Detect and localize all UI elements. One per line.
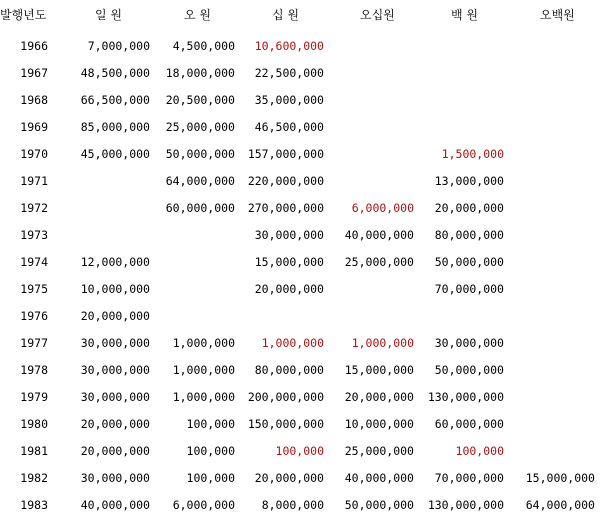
amount-cell: 1,000,000 xyxy=(172,336,235,350)
amount-cell: 20,000,000 xyxy=(80,444,150,458)
amount-cell xyxy=(504,38,595,54)
year-cell: 1968 xyxy=(20,93,48,107)
table-row xyxy=(0,308,600,324)
amount-cell xyxy=(324,38,414,54)
amount-cell xyxy=(150,308,235,324)
amount-cell xyxy=(504,362,595,378)
amount-cell: 80,000,000 xyxy=(434,228,504,242)
amount-cell: 1,000,000 xyxy=(172,363,235,377)
amount-cell: 20,000,000 xyxy=(254,282,324,296)
amount-cell xyxy=(324,281,414,297)
amount-cell xyxy=(150,254,235,270)
amount-cell xyxy=(504,281,595,297)
amount-cell xyxy=(50,200,150,216)
amount-cell: 1,500,000 xyxy=(441,147,504,161)
amount-cell: 45,000,000 xyxy=(80,147,150,161)
table-row xyxy=(0,416,600,432)
amount-cell: 22,500,000 xyxy=(254,66,324,80)
amount-cell: 20,000,000 xyxy=(254,471,324,485)
amount-cell: 35,000,000 xyxy=(254,93,324,107)
amount-cell: 4,500,000 xyxy=(172,39,235,53)
amount-cell: 150,000,000 xyxy=(247,417,324,431)
amount-cell: 130,000,000 xyxy=(427,390,504,404)
amount-cell: 130,000,000 xyxy=(427,498,504,512)
amount-cell xyxy=(504,416,595,432)
table-row xyxy=(0,335,600,351)
table-row xyxy=(0,92,600,108)
amount-cell: 220,000,000 xyxy=(247,174,324,188)
table-row xyxy=(0,119,600,135)
amount-cell: 200,000,000 xyxy=(247,390,324,404)
amount-cell: 50,000,000 xyxy=(165,147,235,161)
amount-cell: 13,000,000 xyxy=(434,174,504,188)
amount-cell: 10,000,000 xyxy=(344,417,414,431)
header-100-won: 백 원 xyxy=(451,8,478,22)
amount-cell xyxy=(414,308,504,324)
amount-cell: 30,000,000 xyxy=(80,336,150,350)
table-row xyxy=(0,254,600,270)
year-cell: 1978 xyxy=(20,363,48,377)
amount-cell xyxy=(504,335,595,351)
amount-cell: 60,000,000 xyxy=(434,417,504,431)
amount-cell: 25,000,000 xyxy=(165,120,235,134)
amount-cell xyxy=(324,146,414,162)
year-cell: 1977 xyxy=(20,336,48,350)
amount-cell: 50,000,000 xyxy=(344,498,414,512)
year-cell: 1974 xyxy=(20,255,48,269)
year-cell: 1973 xyxy=(20,228,48,242)
amount-cell: 25,000,000 xyxy=(344,444,414,458)
year-cell: 1975 xyxy=(20,282,48,296)
year-cell: 1976 xyxy=(20,309,48,323)
amount-cell xyxy=(414,65,504,81)
table-row xyxy=(0,443,600,459)
amount-cell: 7,000,000 xyxy=(87,39,150,53)
amount-cell: 100,000 xyxy=(186,444,235,458)
table-row xyxy=(0,227,600,243)
amount-cell: 60,000,000 xyxy=(165,201,235,215)
amount-cell: 1,000,000 xyxy=(172,390,235,404)
amount-cell xyxy=(504,308,595,324)
amount-cell: 6,000,000 xyxy=(351,201,414,215)
amount-cell: 12,000,000 xyxy=(80,255,150,269)
amount-cell: 20,500,000 xyxy=(165,93,235,107)
amount-cell: 66,500,000 xyxy=(80,93,150,107)
year-cell: 1983 xyxy=(20,498,48,512)
amount-cell: 40,000,000 xyxy=(80,498,150,512)
amount-cell: 270,000,000 xyxy=(247,201,324,215)
table-row xyxy=(0,470,600,486)
amount-cell: 6,000,000 xyxy=(172,498,235,512)
year-cell: 1981 xyxy=(20,444,48,458)
amount-cell: 20,000,000 xyxy=(344,390,414,404)
amount-cell xyxy=(504,389,595,405)
table-row xyxy=(0,389,600,405)
year-cell: 1971 xyxy=(20,174,48,188)
table-row xyxy=(0,146,600,162)
amount-cell xyxy=(414,92,504,108)
header-year: 발행년도 xyxy=(0,8,47,22)
amount-cell xyxy=(150,227,235,243)
amount-cell xyxy=(504,146,595,162)
amount-cell: 25,000,000 xyxy=(344,255,414,269)
amount-cell: 40,000,000 xyxy=(344,228,414,242)
amount-cell: 48,500,000 xyxy=(80,66,150,80)
amount-cell: 15,000,000 xyxy=(254,255,324,269)
amount-cell: 30,000,000 xyxy=(80,390,150,404)
amount-cell xyxy=(324,65,414,81)
amount-cell xyxy=(324,119,414,135)
amount-cell: 64,000,000 xyxy=(165,174,235,188)
amount-cell: 15,000,000 xyxy=(525,471,595,485)
amount-cell xyxy=(504,173,595,189)
amount-cell xyxy=(414,38,504,54)
amount-cell xyxy=(150,281,235,297)
amount-cell: 20,000,000 xyxy=(434,201,504,215)
table-row xyxy=(0,38,600,54)
table-row xyxy=(0,173,600,189)
year-cell: 1982 xyxy=(20,471,48,485)
header-5-won: 오 원 xyxy=(184,8,211,22)
amount-cell xyxy=(504,92,595,108)
amount-cell xyxy=(504,254,595,270)
amount-cell: 85,000,000 xyxy=(80,120,150,134)
header-50-won: 오십원 xyxy=(360,8,395,22)
amount-cell: 70,000,000 xyxy=(434,282,504,296)
amount-cell: 15,000,000 xyxy=(344,363,414,377)
amount-cell xyxy=(324,173,414,189)
amount-cell xyxy=(50,173,150,189)
amount-cell: 10,600,000 xyxy=(254,39,324,53)
year-cell: 1970 xyxy=(20,147,48,161)
amount-cell: 30,000,000 xyxy=(254,228,324,242)
amount-cell: 1,000,000 xyxy=(351,336,414,350)
amount-cell: 20,000,000 xyxy=(80,309,150,323)
amount-cell: 157,000,000 xyxy=(247,147,324,161)
amount-cell: 50,000,000 xyxy=(434,363,504,377)
year-cell: 1966 xyxy=(20,39,48,53)
amount-cell: 100,000 xyxy=(186,417,235,431)
year-cell: 1969 xyxy=(20,120,48,134)
amount-cell: 100,000 xyxy=(275,444,324,458)
year-cell: 1967 xyxy=(20,66,48,80)
amount-cell: 30,000,000 xyxy=(80,471,150,485)
amount-cell xyxy=(324,92,414,108)
amount-cell: 30,000,000 xyxy=(80,363,150,377)
amount-cell: 64,000,000 xyxy=(525,498,595,512)
amount-cell: 50,000,000 xyxy=(434,255,504,269)
amount-cell xyxy=(504,200,595,216)
table-row xyxy=(0,281,600,297)
year-cell: 1979 xyxy=(20,390,48,404)
amount-cell: 18,000,000 xyxy=(165,66,235,80)
table-row xyxy=(0,200,600,216)
amount-cell xyxy=(504,227,595,243)
amount-cell: 1,000,000 xyxy=(261,336,324,350)
amount-cell: 100,000 xyxy=(455,444,504,458)
header-500-won: 오백원 xyxy=(540,8,575,22)
table-row xyxy=(0,362,600,378)
amount-cell: 80,000,000 xyxy=(254,363,324,377)
amount-cell xyxy=(504,65,595,81)
amount-cell xyxy=(50,227,150,243)
amount-cell xyxy=(504,119,595,135)
amount-cell: 100,000 xyxy=(186,471,235,485)
amount-cell: 10,000,000 xyxy=(80,282,150,296)
year-cell: 1980 xyxy=(20,417,48,431)
year-cell: 1972 xyxy=(20,201,48,215)
table-row xyxy=(0,65,600,81)
amount-cell xyxy=(235,308,324,324)
amount-cell xyxy=(504,443,595,459)
amount-cell: 8,000,000 xyxy=(261,498,324,512)
header-1-won: 일 원 xyxy=(95,8,122,22)
amount-cell: 40,000,000 xyxy=(344,471,414,485)
amount-cell: 70,000,000 xyxy=(434,471,504,485)
header-10-won: 십 원 xyxy=(272,8,299,22)
amount-cell xyxy=(324,308,414,324)
table-row xyxy=(0,497,600,513)
amount-cell: 30,000,000 xyxy=(434,336,504,350)
amount-cell xyxy=(414,119,504,135)
amount-cell: 20,000,000 xyxy=(80,417,150,431)
amount-cell: 46,500,000 xyxy=(254,120,324,134)
